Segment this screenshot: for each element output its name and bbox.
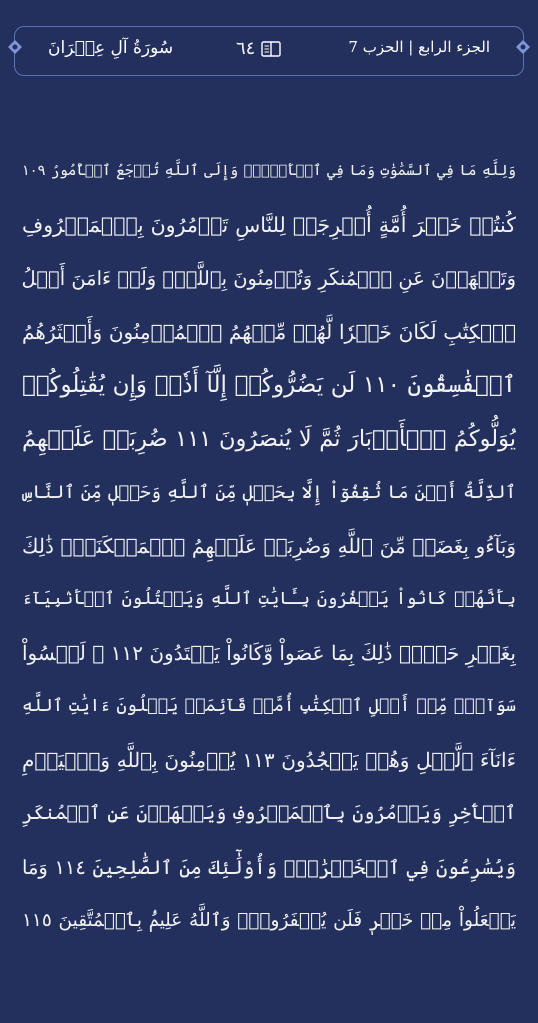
text-line: ٱلۡفَٰسِقُونَ ١١٠ لَن يَضُرُّوكُمۡ إِلَّآ أَذٗىۖ وَإِن يُقَٰتِلُوكُمۡ	[22, 372, 516, 398]
hizb-label: الحزب 7	[348, 38, 404, 56]
text-line: وَبَآءُو بِغَضَبٖ مِّنَ ٱللَّهِ وَضُرِبَتۡ عَلَيۡهِمُ ٱلۡمَسۡكَنَةُۚ ذَٰلِكَ	[22, 533, 516, 558]
book-icon	[261, 41, 281, 57]
juz-hizb-label[interactable]	[348, 38, 490, 56]
text-line: بِغَيۡرِ حَقّٖۚ ذَٰلِكَ بِمَا عَصَواْ وَّكَانُواْ يَعۡتَدُونَ ١١٢ ۞ لَيۡسُواْ	[22, 640, 516, 665]
quran-page-text	[22, 145, 516, 948]
juz-label: الجزء الرابع	[418, 38, 490, 56]
text-line: وَلِلَّهِ مَا فِي ٱلسَّمَٰوَٰتِ وَمَا فِي ٱلۡأَرۡضِۚ وَإِلَى ٱللَّهِ تُرۡجَعُ ٱلۡأُمُورُ ١٠٩	[22, 163, 516, 179]
diamond-ornament-icon	[8, 40, 22, 54]
page-indicator[interactable]	[236, 38, 281, 59]
text-line: ٱلذِّلَّةُ أَيۡنَ مَا ثُقِفُوٓاْ إِلَّا بِحَبۡلٖ مِّنَ ٱللَّهِ وَحَبۡلٖ مِّنَ ٱلنَّاسِ	[22, 482, 516, 503]
text-line: ٱلۡكِتَٰبِ لَكَانَ خَيۡرٗا لَّهُمۚ مِّنۡهُمُ ٱلۡمُؤۡمِنُونَ وَأَكۡثَرُهُمُ	[22, 319, 516, 344]
page-number: ٦٤	[236, 38, 256, 59]
text-line: ٱلۡأٓخِرِ وَيَأۡمُرُونَ بِٱلۡمَعۡرُوفِ وَيَنۡهَوۡنَ عَنِ ٱلۡمُنكَرِ	[22, 802, 516, 824]
text-line: ءَانَآءَ ٱلَّيۡلِ وَهُمۡ يَسۡجُدُونَ ١١٣ يُؤۡمِنُونَ بِٱللَّهِ وَٱلۡيَوۡمِ	[22, 747, 516, 772]
text-line: يُوَلُّوكُمُ ٱلۡأَدۡبَارَ ثُمَّ لَا يُنصَرُونَ ١١١ ضُرِبَتۡ عَلَيۡهِمُ	[22, 425, 516, 452]
text-line: سَوَآءٗۗ مِّنۡ أَهۡلِ ٱلۡكِتَٰبِ أُمَّةٞ قَآئِمَةٞ يَتۡلُونَ ءَايَٰتِ ٱللَّهِ	[22, 696, 516, 716]
surah-name[interactable]: سُورَةُ آلِ عِمۡرَانَ	[48, 38, 174, 58]
page-header	[0, 0, 538, 100]
separator: |	[403, 38, 414, 56]
diamond-ornament-icon	[516, 40, 530, 54]
text-line: بِأَنَّهُمۡ كَانُواْ يَكۡفُرُونَ بِـَٔايَٰتِ ٱللَّهِ وَيَقۡتُلُونَ ٱلۡأَنۢبِيَآءَ	[22, 589, 516, 609]
text-line: كُنتُمۡ خَيۡرَ أُمَّةٍ أُخۡرِجَتۡ لِلنَّاسِ تَأۡمُرُونَ بِٱلۡمَعۡرُوفِ	[22, 212, 516, 237]
text-line: وَيُسَٰرِعُونَ فِي ٱلۡخَيۡرَٰتِۖ وَأُوْلَٰٓئِكَ مِنَ ٱلصَّٰلِحِينَ ١١٤ وَمَا	[22, 855, 516, 879]
text-line: وَتَنۡهَوۡنَ عَنِ ٱلۡمُنكَرِ وَتُؤۡمِنُونَ بِٱللَّهِۗ وَلَوۡ ءَامَنَ أَهۡلُ	[22, 267, 516, 290]
text-line: يَفۡعَلُواْ مِنۡ خَيۡرٖ فَلَن يُكۡفَرُوهُۗ وَٱللَّهُ عَلِيمُۢ بِٱلۡمُتَّقِينَ ١١٥	[22, 910, 516, 931]
